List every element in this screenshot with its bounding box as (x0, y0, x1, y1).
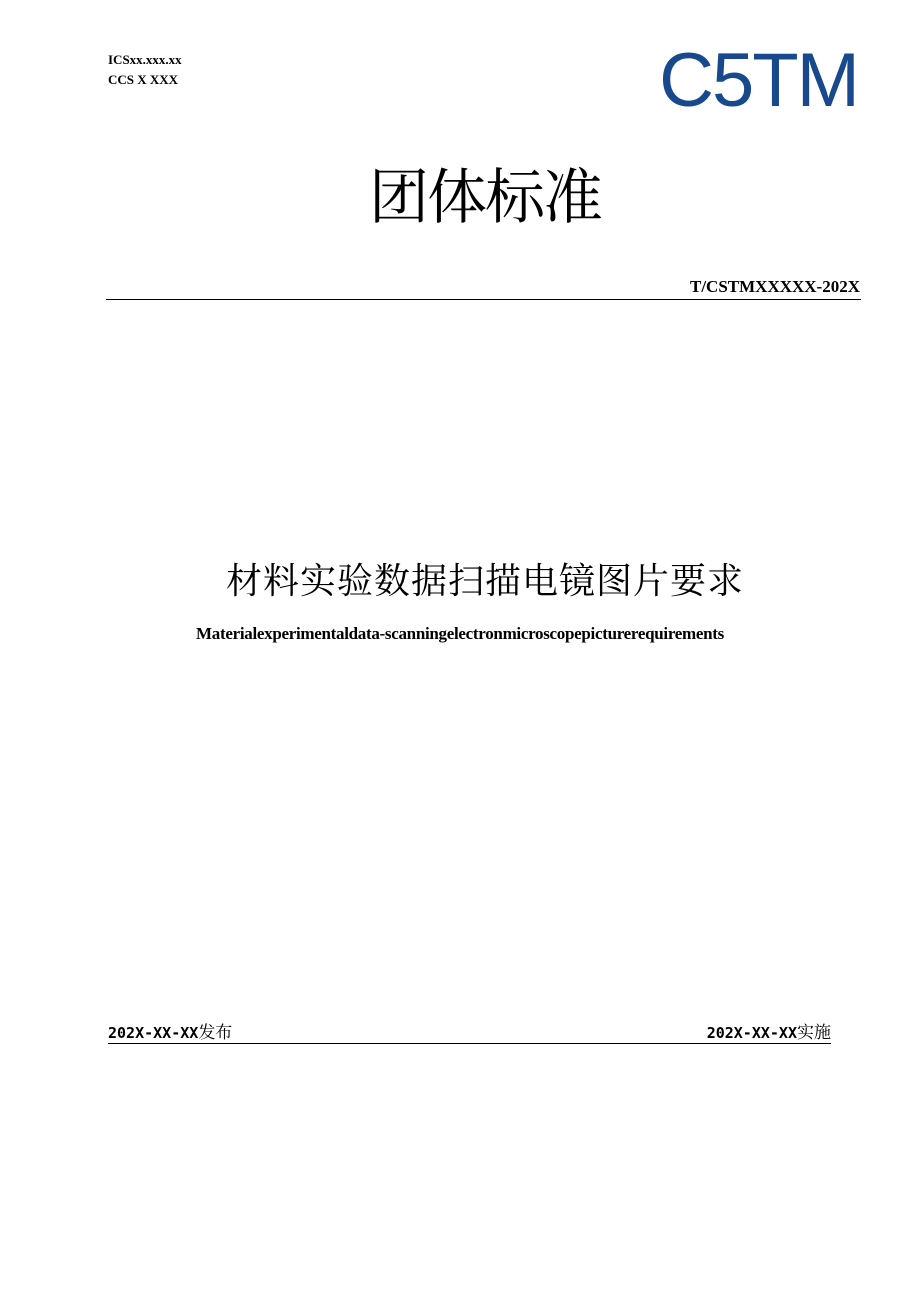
ics-code: ICSxx.xxx.xx (108, 52, 182, 67)
organization-logo: C5TM (659, 38, 858, 123)
publish-date: 202X-XX-XX (108, 1024, 199, 1042)
publish-label: 发布 (198, 1023, 233, 1043)
classification-codes (108, 50, 182, 90)
ccs-code: CCS X XXX (108, 72, 179, 87)
header-divider (106, 299, 861, 300)
implement-label: 实施 (797, 1023, 831, 1043)
title-english: Materialexperimentaldata-scanningelectronmicroscopepicturerequirements (196, 624, 724, 643)
publish-date-block (108, 1022, 232, 1044)
standard-number: T/CSTMXXXXX-202X (690, 277, 860, 296)
implement-date-block (707, 1022, 831, 1044)
title-chinese: 材料实验数据扫描电镜图片要求 (225, 561, 744, 602)
footer-divider (108, 1043, 831, 1044)
document-type-heading: 团体标准 (369, 163, 601, 233)
implement-date: 202X-XX-XX (706, 1024, 797, 1042)
